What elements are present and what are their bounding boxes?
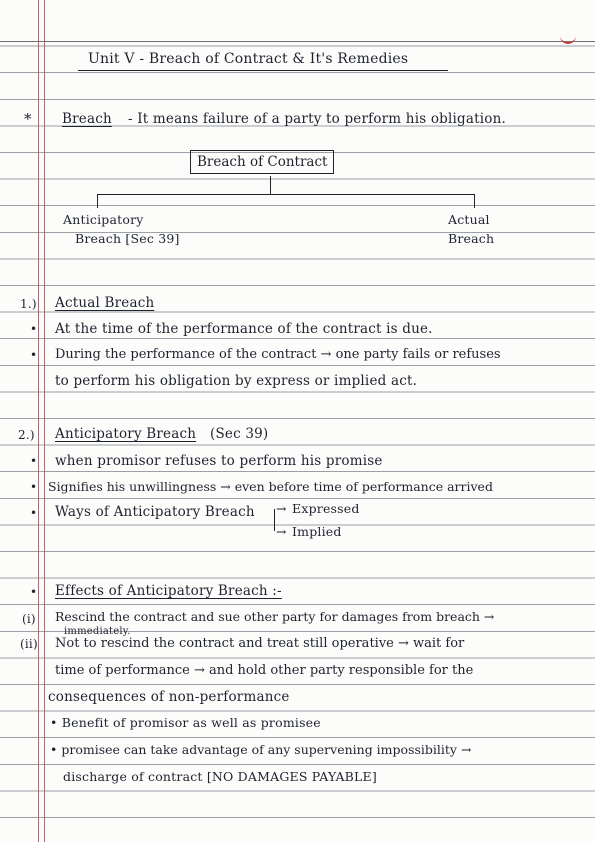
section-1-bullet-2: During the performance of the contract → one party fails or refuses [55, 347, 501, 362]
effect-sub-3: discharge of contract [NO DAMAGES PAYABLE] [63, 769, 377, 784]
breach-term: Breach [62, 111, 112, 127]
ways-arrow-1: → [276, 501, 287, 516]
breach-definition: - It means failure of a party to perform his obligation. [128, 111, 506, 127]
ways-arrow-2: → [276, 524, 287, 539]
ways-implied: Implied [292, 524, 342, 539]
ways-expressed: Expressed [292, 501, 360, 516]
effect-ii-cont-1: time of performance → and hold other party responsible for the [55, 663, 474, 678]
effect-i-number: (i) [22, 612, 36, 626]
section-2-heading-sec: (Sec 39) [210, 426, 269, 442]
bullet: • [30, 480, 38, 494]
diagram-right-label-1: Actual [448, 212, 490, 227]
diagram-root-box: Breach of Contract [190, 150, 334, 174]
effect-i-text: Rescind the contract and sue other party for damages from breach → [55, 609, 495, 624]
section-1-number: 1.) [20, 297, 37, 311]
ways-bracket [274, 509, 275, 531]
bullet: • [30, 348, 38, 362]
title-underline [78, 70, 448, 71]
section-1-bullet-1: At the time of the performance of the contract is due. [55, 321, 433, 337]
margin-line-left [38, 0, 39, 842]
section-2-bullet-3: Ways of Anticipatory Breach [55, 504, 255, 520]
effect-ii-number: (ii) [20, 637, 38, 651]
effect-i-cont: immediately. [64, 626, 131, 637]
bullet: • [30, 322, 38, 336]
page-title: Unit V - Breach of Contract & It's Remedies [88, 51, 409, 67]
diagram-right-label-2: Breach [448, 231, 495, 246]
section-2-number: 2.) [18, 428, 35, 442]
diagram-left-label-2: Breach [Sec 39] [75, 231, 180, 246]
effect-ii-text: Not to rescind the contract and treat still operative → wait for [55, 636, 465, 651]
star-marker: * [24, 110, 32, 128]
effect-sub-1: • Benefit of promisor as well as promisee [50, 715, 321, 730]
diagram-right-branch [474, 194, 475, 208]
bullet: • [30, 506, 38, 520]
diagram-crossbar [97, 194, 475, 195]
effects-heading: Effects of Anticipatory Breach :- [55, 583, 282, 599]
section-2-bullet-2: Signifies his unwillingness → even before time of performance arrived [48, 479, 493, 494]
diagram-left-branch [97, 194, 98, 208]
effect-sub-2: • promisee can take advantage of any supervening impossibility → [50, 742, 472, 757]
diagram-left-label-1: Anticipatory [63, 212, 144, 227]
section-2-heading: Anticipatory Breach [55, 426, 197, 442]
section-2-bullet-1: when promisor refuses to perform his promise [55, 453, 383, 469]
top-rule [0, 41, 595, 42]
section-1-bullet-2-cont: to perform his obligation by express or implied act. [55, 373, 418, 389]
bullet: • [30, 585, 38, 599]
diagram-stem [270, 176, 271, 194]
margin-line-right [44, 0, 45, 842]
bullet: • [30, 454, 38, 468]
effect-ii-cont-2: consequences of non-performance [48, 689, 290, 705]
section-1-heading: Actual Breach [55, 295, 155, 311]
